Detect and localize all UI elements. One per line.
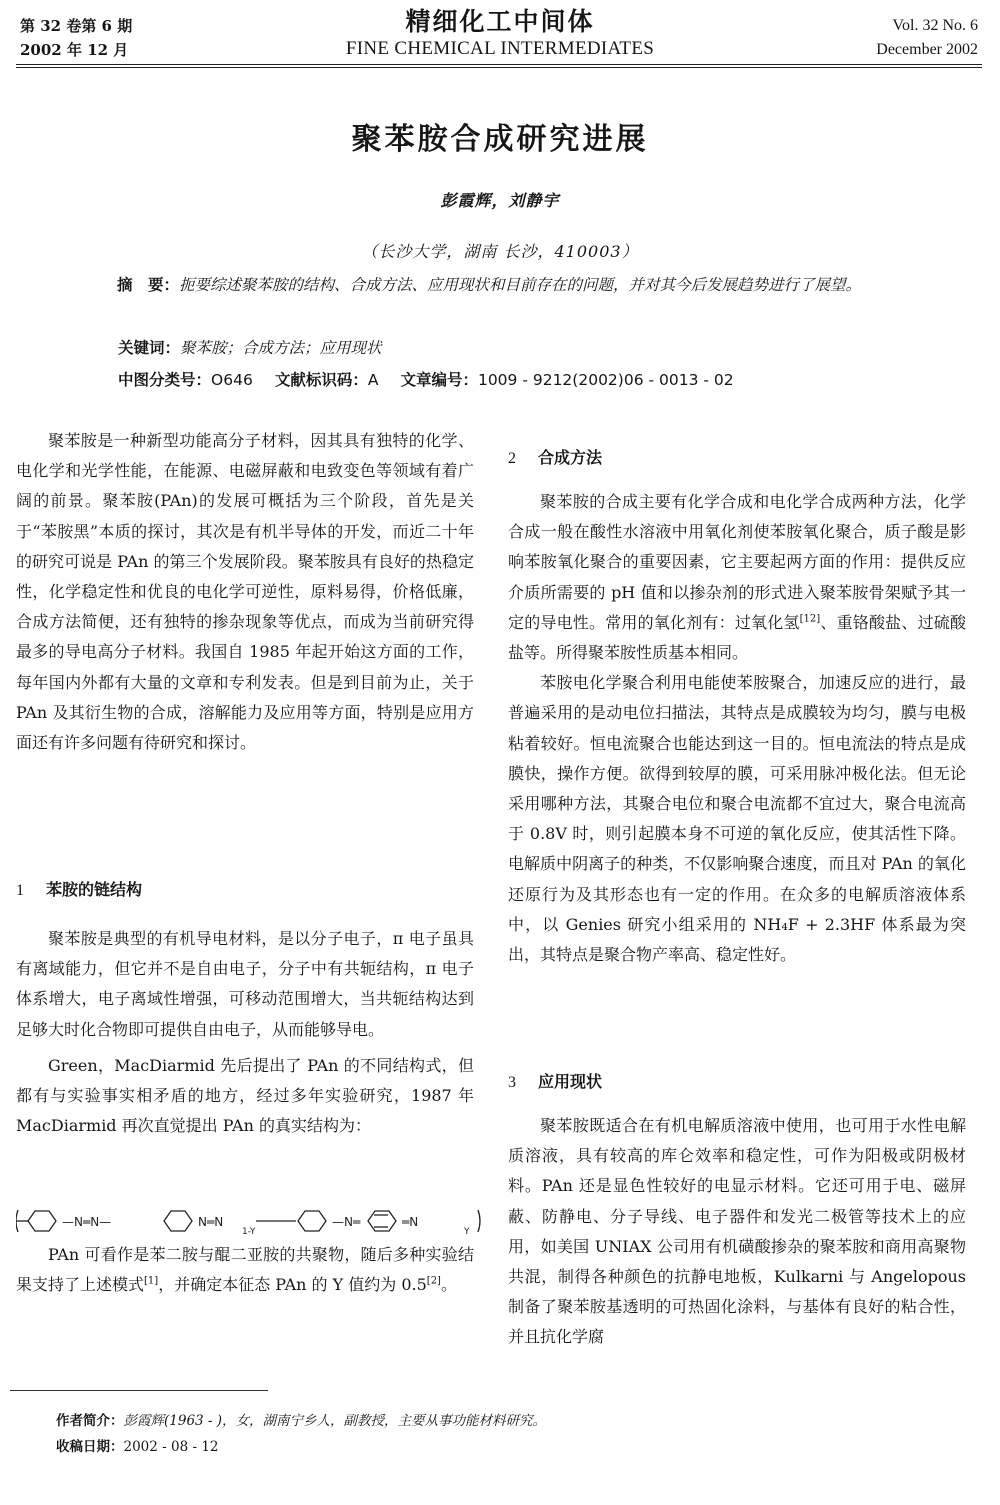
clc-label: 中图分类号： <box>118 371 212 389</box>
received-date <box>56 1436 219 1458</box>
section-1-conclusion <box>16 1240 474 1300</box>
sec2-p1-text-b: 、重铬酸盐、过硫酸盐等。所得聚苯胺性质基本相同。 <box>508 612 966 663</box>
section-1-paragraph-1: 聚苯胺是典型的有机导电材料，是以分子电子，π 电子虽具有离域能力，但它并不是自由电子，分子中有共轭结构，π 电子体系增大，电子离域性增强，可移动范围增大，当共轭结构达到足够大时化合物即可提供自由电子，从而能够导电。 <box>16 929 474 1039</box>
formula-svg <box>16 1204 486 1238</box>
section-1-body <box>16 924 474 1141</box>
benzene-ring-icon <box>298 1211 326 1231</box>
issue-date-en: December 2002 <box>876 41 978 58</box>
footnote-rule <box>10 1390 268 1391</box>
issue-volume: 第 32 卷第 6 期 <box>20 17 133 35</box>
section-3-number: 3 <box>508 1074 516 1091</box>
section-2-number: 2 <box>508 450 516 467</box>
sec2-p1-text-a: 聚苯胺的合成主要有化学合成和电化学合成两种方法，化学合成一般在酸性水溶液中用氧化剂使苯胺氧化聚合，质子酸是影响苯胺氧化聚合的重要因素，它主要起两方面的作用：提供反应介质所需要的 pH 值和以掺杂剂的形式进入聚苯胺骨架赋予其一定的导电性。常用的氧化剂有：过氧化氢 <box>508 492 966 632</box>
keywords-text: 聚苯胺；合成方法；应用现状 <box>180 339 382 357</box>
doc-code-value: A <box>367 371 379 389</box>
bracket-right-icon <box>478 1210 480 1232</box>
para3-text-b: ，并确定本征态 PAn 的 Y 值约为 0.5 <box>158 1275 427 1295</box>
section-1-heading <box>16 878 142 903</box>
keywords-label: 关键词： <box>118 339 181 357</box>
quinoid-ring-icon <box>368 1211 396 1231</box>
abstract-label: 摘 要： <box>117 276 180 294</box>
section-2-paragraph-2: 苯胺电化学聚合利用电能使苯胺聚合，加速反应的进行，最普遍采用的是动电位扫描法，其特点是成膜较为均匀，膜与电极粘着较好。恒电流聚合也能达到这一目的。恒电流法的特点是成膜快，操作方便。欲得到较厚的膜，可采用脉冲极化法。但无论采用哪种方法，其聚合电位和聚合电流都不宜过大，聚合电流高于 0.8V 时，则引起膜本身不可逆的氧化反应，使其活性下降。电解质中阴离子的种类，不仅影响聚合速度，而且对 PAn 的氧化还原行为及其形态也有一定的作用。在众多的电解质溶液体系中，以 Genies 研究小组采用的 NH₄F + 2.3HF 体系最为突出，其特点是聚合物产率高、稳定性好。 <box>508 673 966 965</box>
author-bio <box>56 1410 546 1432</box>
issue-info <box>20 14 132 62</box>
section-2-heading <box>508 446 602 471</box>
received-date-value: 2002 - 08 - 12 <box>123 1439 219 1455</box>
section-2-body <box>508 487 966 970</box>
keywords <box>118 336 382 360</box>
journal-name-cn: 精细化工中间体 <box>405 7 595 36</box>
section-2-paragraph-1 <box>508 487 966 668</box>
formula-amine-link: —N═N— <box>62 1215 112 1229</box>
issue-info-en <box>876 14 978 62</box>
formula-link-d: ═N <box>402 1215 419 1229</box>
section-1-title: 苯胺的链结构 <box>46 880 143 899</box>
received-date-label: 收稿日期： <box>56 1439 124 1455</box>
formula-subscript-1: 1-Y <box>242 1227 256 1237</box>
article-number-label: 文章编号： <box>400 371 478 389</box>
para3-text-c: 。 <box>440 1275 457 1295</box>
benzene-ring-icon <box>164 1211 192 1231</box>
journal-name <box>300 6 700 60</box>
section-1-number: 1 <box>16 882 24 899</box>
section-3-paragraph-1: 聚苯胺既适合在有机电解质溶液中使用，也可用于水性电解质溶液，具有较高的库仑效率和稳定性，可作为阳极或阴极材料。PAn 还是显色性较好的电显示材料。它还可用于电、磁屏蔽、防静电、分子导线、电子器件和发光二极管等技术上的应用，如美国 UNIAX 公司用有机磺酸掺杂的聚苯胺和商用高聚物共混，制得各种颜色的抗静电地板，Kulkarni 与 Angelopous 制备了聚苯胺基透明的可热固化涂料，与基体有良好的粘合性，并且抗化学腐 <box>508 1116 966 1347</box>
article-title: 聚苯胺合成研究进展 <box>351 122 649 157</box>
benzene-ring-icon <box>28 1211 56 1231</box>
citation-2: [2] <box>426 1275 441 1287</box>
classification <box>118 368 734 392</box>
clc-value: O646 <box>211 371 253 389</box>
section-3-heading <box>508 1070 602 1095</box>
formula-link-c: —N═ <box>332 1215 361 1229</box>
header-rule-thin <box>16 67 982 68</box>
formula-imine-link: N═N <box>198 1215 224 1229</box>
journal-name-en: FINE CHEMICAL INTERMEDIATES <box>345 38 655 59</box>
doc-code-label: 文献标识码： <box>274 371 368 389</box>
citation-12: [12] <box>799 613 821 625</box>
authors: 彭霞辉，刘静宇 <box>440 191 560 210</box>
article-number-value: 1009 - 9212(2002)06 - 0013 - 02 <box>477 371 734 389</box>
section-3-title: 应用现状 <box>538 1072 603 1091</box>
issue-date: 2002 年 12 月 <box>20 41 129 59</box>
formula-subscript-2: Y <box>464 1227 470 1237</box>
issue-volume-en: Vol. 32 No. 6 <box>892 17 978 34</box>
header-rule <box>16 64 982 65</box>
intro-paragraph <box>16 426 474 758</box>
author-bio-label: 作者简介： <box>56 1413 124 1429</box>
affiliation: （长沙大学，湖南 长沙，410003） <box>361 242 639 261</box>
abstract <box>80 270 920 300</box>
para3-text-a: PAn 可看作是苯二胺与醌二亚胺的共聚物，随后多种实验结果支持了上述模式 <box>16 1245 474 1295</box>
section-1-paragraph-2: Green，MacDiarmid 先后提出了 PAn 的不同结构式，但都有与实验事实相矛盾的地方，经过多年实验研究，1987 年 MacDiarmid 再次直觉提出 PAn 的真实结构为： <box>16 1055 474 1136</box>
section-3-body <box>508 1111 966 1353</box>
author-bio-text: 彭霞辉(1963 - )，女，湖南宁乡人，副教授，主要从事功能材料研究。 <box>123 1413 547 1429</box>
section-1-paragraph-3 <box>16 1240 474 1300</box>
abstract-text: 扼要综述聚苯胺的结构、合成方法、应用现状和目前存在的问题，并对其今后发展趋势进行了展望。 <box>179 276 862 294</box>
section-2-title: 合成方法 <box>538 448 603 467</box>
pan-structure-formula <box>16 1204 486 1238</box>
intro-text: 聚苯胺是一种新型功能高分子材料，因其具有独特的化学、电化学和光学性能，在能源、电磁屏蔽和电致变色等领域有着广阔的前景。聚苯胺(PAn)的发展可概括为三个阶段，首先是关于“苯胺黑”本质的探讨，其次是有机半导体的开发，而近二十年的研究可说是 PAn 的第三个发展阶段。聚苯胺具有良好的热稳定性，化学稳定性和优良的电化学可逆性，原料易得，价格低廉，合成方法简便，还有独特的掺杂现象等优点，而成为当前研究得最多的导电高分子材料。我国自 1985 年起开始这方面的工作，每年国内外都有大量的文章和专利发表。但是到目前为止，关于 PAn 及其衍生物的合成，溶解能力及应用等方面，特别是应用方面还有许多问题有待研究和探讨。 <box>16 431 474 753</box>
citation-1: [1] <box>144 1275 159 1287</box>
